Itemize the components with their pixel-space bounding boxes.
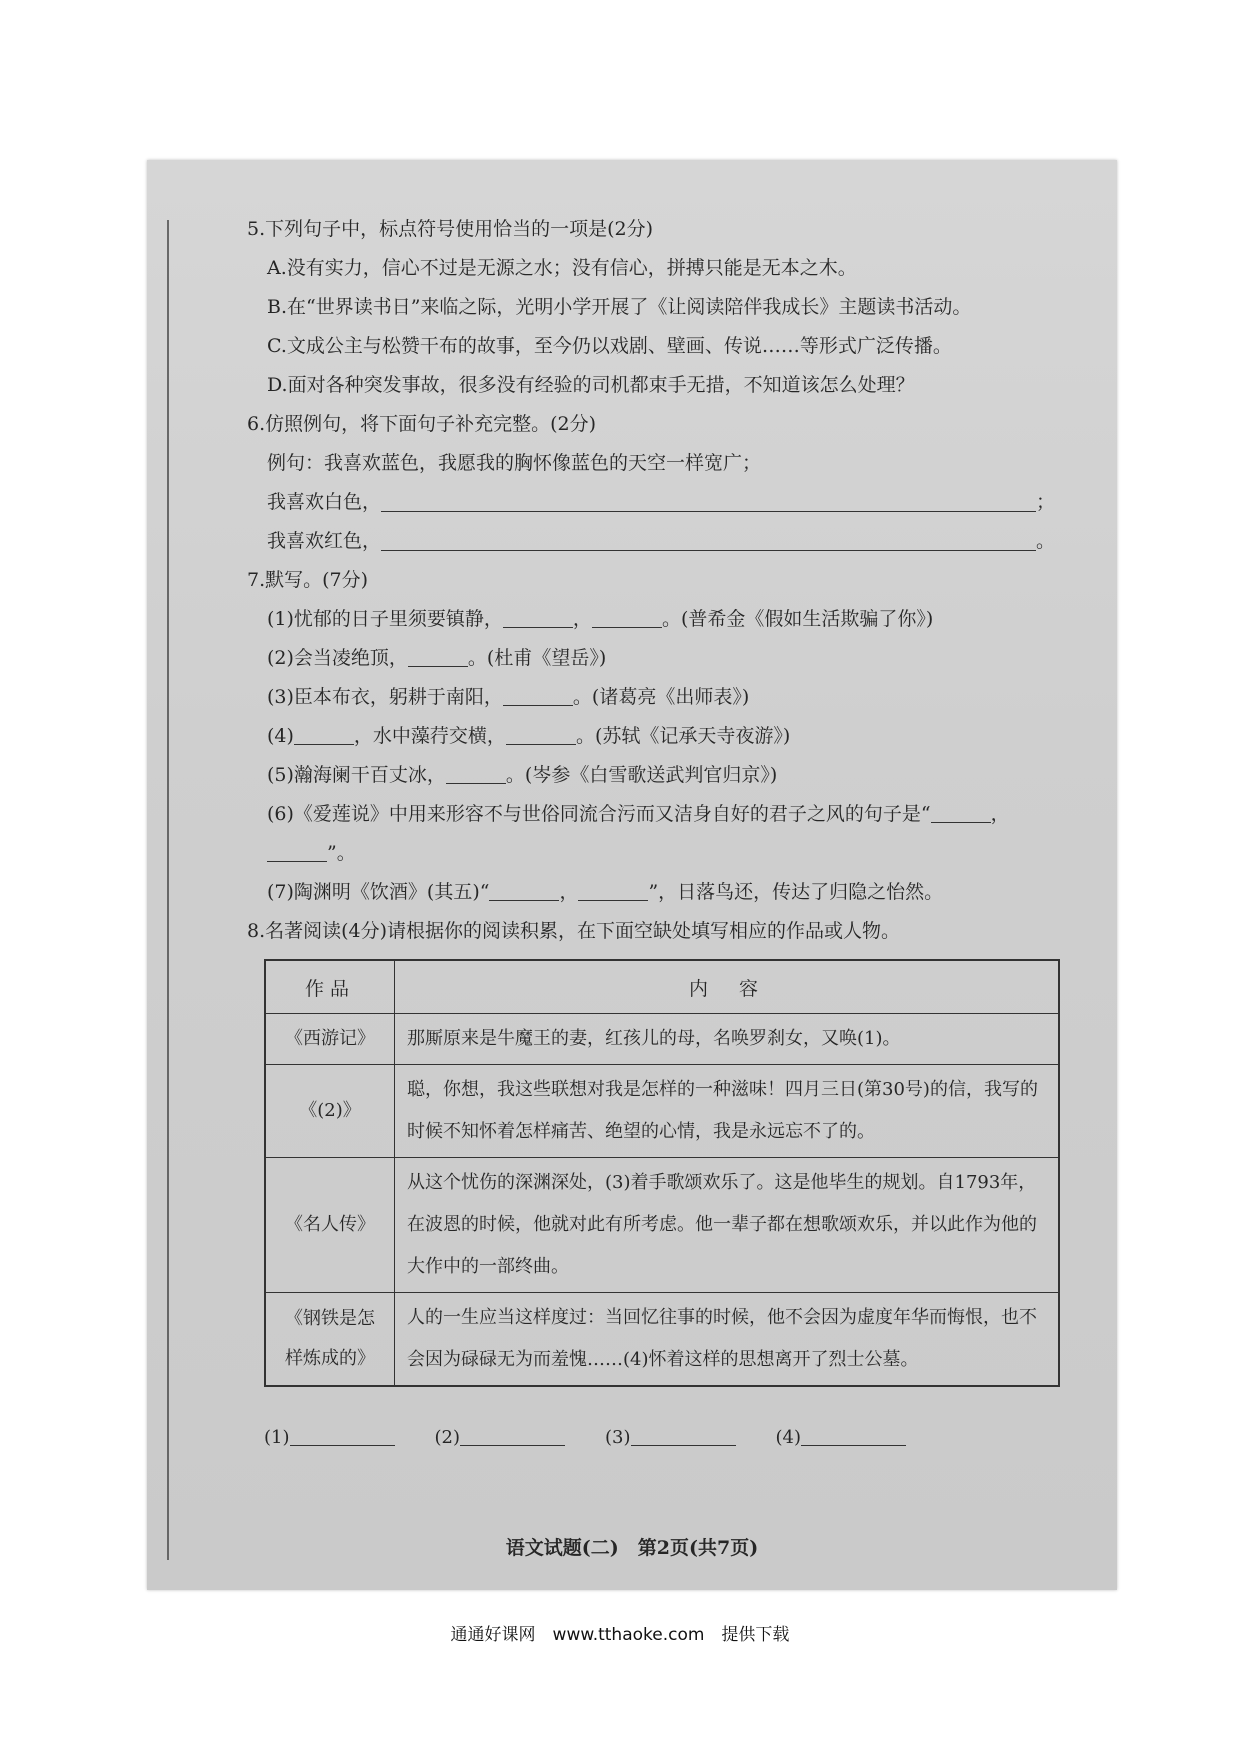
table-cell-work: 《钢铁是怎样炼成的》 — [265, 1293, 395, 1387]
question-7-item-5 — [267, 756, 1087, 795]
table-cell-work: 《西游记》 — [265, 1014, 395, 1065]
question-5-option-b: B.在“世界读书日”来临之际，光明小学开展了《让阅读陪伴我成长》主题读书活动。 — [267, 296, 972, 318]
item-text: ， — [572, 608, 592, 630]
answer-label: (3) — [605, 1427, 631, 1448]
question-6-line-2 — [267, 522, 1087, 561]
table-header-work: 作品 — [265, 960, 395, 1014]
question-6-line-1-prefix: 我喜欢白色， — [267, 491, 382, 513]
answer-label: (4) — [775, 1427, 801, 1448]
question-7-item-6-continued — [267, 834, 1087, 873]
table-cell-content: 那厮原来是牛魔王的妻，红孩儿的母，名唤罗刹女，又唤(1)。 — [395, 1014, 1060, 1065]
answer-3 — [605, 1425, 736, 1448]
exam-content — [247, 210, 1087, 1448]
item-text: 。(杜甫《望岳》) — [467, 647, 607, 669]
table-row — [265, 1293, 1059, 1387]
item-text: (6)《爱莲说》中用来形容不与世俗同流合污而又洁身自好的君子之风的句子是“ — [267, 803, 931, 825]
item-text: 。(普希金《假如生活欺骗了你》) — [661, 608, 934, 630]
question-8-answers — [264, 1425, 1087, 1448]
question-7-item-6 — [267, 795, 1087, 834]
question-7-title: 7.默写。(7分) — [247, 569, 369, 591]
answer-1 — [264, 1425, 395, 1448]
question-7-item-4 — [267, 717, 1087, 756]
item-text: ”。 — [327, 842, 356, 864]
page-footer: 语文试题(二) 第2页(共7页) — [505, 1537, 759, 1559]
question-5-option-c: C.文成公主与松赞干布的故事，至今仍以戏剧、壁画、传说……等形式广泛传播。 — [267, 335, 952, 357]
item-text: (5)瀚海阑干百丈冰， — [267, 764, 446, 786]
table-cell-work: 《(2)》 — [265, 1065, 395, 1158]
answer-blank[interactable] — [631, 1425, 736, 1446]
table-cell-content: 人的一生应当这样度过：当回忆往事的时候，他不会因为虚度年华而悔恨，也不会因为碌碌无为而羞愧……(4)怀着这样的思想离开了烈士公墓。 — [395, 1293, 1060, 1387]
question-7-item-7 — [267, 873, 1087, 912]
question-7-item-2 — [267, 639, 1087, 678]
answer-label: (1) — [264, 1427, 290, 1448]
table-header-row — [265, 960, 1059, 1014]
table-cell-work: 《名人传》 — [265, 1158, 395, 1293]
question-5-option-d: D.面对各种突发事故，很多没有经验的司机都束手无措，不知道该怎么处理？ — [267, 374, 915, 396]
question-6-line-1-end: ； — [1036, 491, 1056, 513]
question-7-item-1 — [267, 600, 1087, 639]
question-6-title: 6.仿照例句，将下面句子补充完整。(2分) — [247, 413, 597, 435]
question-6-line-2-end: 。 — [1036, 530, 1056, 552]
question-8-title: 8.名著阅读(4分)请根据你的阅读积累，在下面空缺处填写相应的作品或人物。 — [247, 920, 901, 942]
answer-4 — [776, 1425, 907, 1448]
answer-blank[interactable] — [578, 880, 648, 901]
answer-label: (2) — [434, 1427, 460, 1448]
answer-blank[interactable] — [503, 607, 573, 628]
exam-page — [147, 160, 1117, 1590]
table-row — [265, 1158, 1059, 1293]
answer-blank[interactable] — [408, 646, 468, 667]
answer-blank[interactable] — [801, 1425, 906, 1446]
answer-blank[interactable] — [506, 724, 576, 745]
answer-blank[interactable] — [446, 763, 506, 784]
question-6-example: 例句：我喜欢蓝色，我愿我的胸怀像蓝色的天空一样宽广； — [267, 452, 762, 474]
item-text: ， — [990, 803, 1010, 825]
item-text: (2)会当凌绝顶， — [267, 647, 408, 669]
answer-2 — [435, 1425, 566, 1448]
item-text: (3)臣本布衣，躬耕于南阳， — [267, 686, 503, 708]
item-text: ， — [559, 881, 579, 903]
source-credit: 通通好课网 www.tthaoke.com 提供下载 — [450, 1625, 790, 1645]
reading-table — [264, 959, 1060, 1387]
table-cell-content: 从这个忧伤的深渊深处，(3)着手歌颂欢乐了。这是他毕生的规划。自1793年，在波恩的时候，他就对此有所考虑。他一辈子都在想歌颂欢乐，并以此作为他的大作中的一部终曲。 — [395, 1158, 1060, 1293]
question-5-title: 5.下列句子中，标点符号使用恰当的一项是(2分) — [247, 218, 654, 240]
answer-blank[interactable] — [503, 685, 573, 706]
item-text: 。(岑参《白雪歌送武判官归京》) — [505, 764, 778, 786]
question-6-line-2-prefix: 我喜欢红色， — [267, 530, 382, 552]
answer-blank[interactable] — [460, 1425, 565, 1446]
item-text: 。(诸葛亮《出师表》) — [572, 686, 750, 708]
table-row — [265, 1065, 1059, 1158]
answer-blank[interactable] — [290, 1425, 395, 1446]
question-6-line-1 — [267, 483, 1087, 522]
table-header-content: 内 容 — [395, 960, 1060, 1014]
question-7-item-3 — [267, 678, 1087, 717]
answer-blank[interactable] — [381, 489, 1036, 512]
question-5-option-a: A.没有实力，信心不过是无源之水；没有信心，拼搏只能是无本之木。 — [267, 257, 857, 279]
answer-blank[interactable] — [931, 802, 991, 823]
answer-blank[interactable] — [381, 528, 1036, 551]
item-text: (4) — [267, 725, 294, 747]
table-row — [265, 1014, 1059, 1065]
item-text: ”，日落鸟还，传达了归隐之怡然。 — [648, 881, 944, 903]
answer-blank[interactable] — [489, 880, 559, 901]
item-text: (7)陶渊明《饮酒》(其五)“ — [267, 881, 490, 903]
answer-blank[interactable] — [294, 724, 354, 745]
answer-blank[interactable] — [592, 607, 662, 628]
item-text: ，水中藻荇交横， — [353, 725, 506, 747]
binding-margin-line — [167, 220, 169, 1560]
item-text: 。(苏轼《记承天寺夜游》) — [575, 725, 791, 747]
answer-blank[interactable] — [267, 841, 327, 862]
item-text: (1)忧郁的日子里须要镇静， — [267, 608, 503, 630]
table-cell-content: 聪，你想，我这些联想对我是怎样的一种滋味！四月三日(第30号)的信，我写的时候不知怀着怎样痛苦、绝望的心情，我是永远忘不了的。 — [395, 1065, 1060, 1158]
